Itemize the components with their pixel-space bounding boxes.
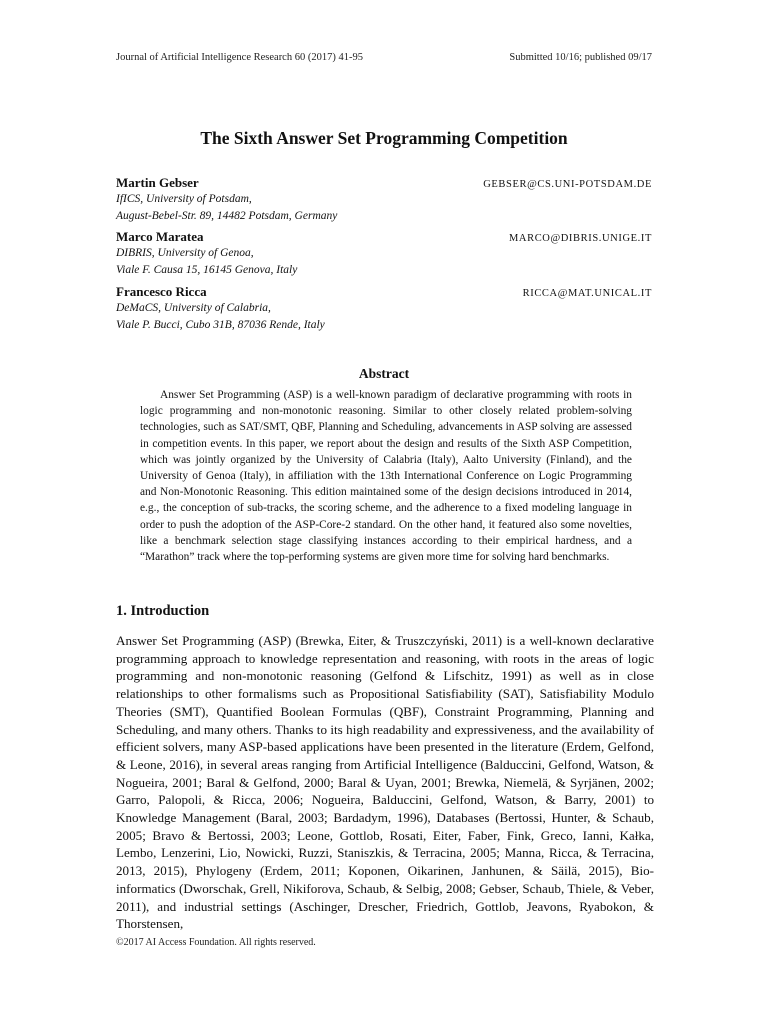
copyright-footer: ©2017 AI Access Foundation. All rights reserved. xyxy=(116,937,316,948)
author-address: August-Bebel-Str. 89, 14482 Potsdam, Germany xyxy=(116,210,338,222)
running-header xyxy=(116,52,652,63)
abstract-heading: Abstract xyxy=(358,366,410,381)
journal-citation: Journal of Artificial Intelligence Research 60 (2017) 41-95 xyxy=(116,52,363,63)
author-address: Viale F. Causa 15, 16145 Genova, Italy xyxy=(116,264,298,276)
author-block xyxy=(116,229,652,279)
author-email[interactable]: RICCA@MAT.UNICAL.IT xyxy=(522,288,652,299)
submission-dates: Submitted 10/16; published 09/17 xyxy=(509,52,652,63)
author-affiliation: DIBRIS, University of Genoa, xyxy=(116,247,254,259)
section-heading: 1. Introduction xyxy=(116,603,210,619)
abstract-text: Answer Set Programming (ASP) is a well-known paradigm of declarative programming with roots in logic programming and non-monotonic reasoning. Similar to other closely related problem-solving technologies, such as SAT/SMT, QBF, Planning and Scheduling, advancements in ASP solving are assessed in competition events. In this paper, we report about the design and results of the Sixth ASP Competition, which was jointly organized by the University of Calabria (Italy), Aalto University (Finland), and the University of Genoa (Italy), in affiliation with the 13th International Conference on Logic Programming and Non-Monotonic Reasoning. This edition maintained some of the design decisions introduced in 2014, e.g., the conception of sub-tracks, the scoring scheme, and the adherence to a fixed modeling language in order to push the adoption of the ASP-Core-2 standard. On the other hand, it featured also some novelties, like a benchmark selection stage classifying instances according to their empirical hardness, and a “Marathon” track where the top-performing systems are given more time for solving hard benchmarks. xyxy=(140,389,632,564)
author-email[interactable]: GEBSER@CS.UNI-POTSDAM.DE xyxy=(483,179,652,190)
author-block xyxy=(116,284,652,334)
author-name: Marco Maratea xyxy=(116,229,204,244)
author-email[interactable]: MARCO@DIBRIS.UNIGE.IT xyxy=(508,233,652,244)
author-name: Francesco Ricca xyxy=(116,284,207,299)
introduction-text: Answer Set Programming (ASP) (Brewka, Eiter, & Truszczyński, 2011) is a well-known declarative programming approach to knowledge representation and reasoning, with roots in the areas of logic programming and non-monotonic reasoning (Gelfond & Lifschitz, 1991) as well as in close relationships to other formalisms such as Propositional Satisfiability (SAT), Satisfiability Modulo Theories (SMT), Quantified Boolean Formulas (QBF), Constraint Programming, Planning and Scheduling, and many others. Thanks to its high readability and expressiveness, and the availability of efficient solvers, many ASP-based applications have been presented in the literature (Erdem, Gelfond, & Leone, 2016), in several areas ranging from Artificial Intelligence (Balduccini, Gelfond, Watson, & Nogueira, 2001; Baral & Gelfond, 2000; Baral & Uyan, 2001; Brewka, Niemelä, & Syrjänen, 2002; Garro, Palopoli, & Ricca, 2006; Nogueira, Balduccini, Gelfond, Watson, & Barry, 2001) to Knowledge Management (Baral, 2003; Bardadym, 1996), Databases (Bertossi, Hunter, & Schaub, 2005; Bravo & Bertossi, 2003; Leone, Gottlob, Rosati, Eiter, Faber, Fink, Greco, Ianni, Kałka, Lembo, Lenzerini, Lio, Nowicki, Ruzzi, Staniszkis, & Terracina, 2005; Manna, Ricca, & Terracina, 2013, 2015), Phylogeny (Erdem, 2011; Koponen, Oikarinen, Janhunen, & Säilä, 2015), Bio-informatics (Dworschak, Grell, Nikiforova, Schaub, & Selbig, 2008; Gebser, Schaub, Thiele, & Veber, 2011), and industrial settings (Aschinger, Drescher, Friedrich, Gottlob, Jeavons, Ryabokon, & Thorstensen, xyxy=(116,633,654,932)
author-affiliation: IfICS, University of Potsdam, xyxy=(116,193,252,205)
author-block xyxy=(116,175,652,225)
author-address: Viale P. Bucci, Cubo 31B, 87036 Rende, Italy xyxy=(116,319,325,331)
author-affiliation: DeMaCS, University of Calabria, xyxy=(116,302,271,314)
author-name: Martin Gebser xyxy=(116,175,199,190)
paper-title: The Sixth Answer Set Programming Competition xyxy=(200,128,568,148)
